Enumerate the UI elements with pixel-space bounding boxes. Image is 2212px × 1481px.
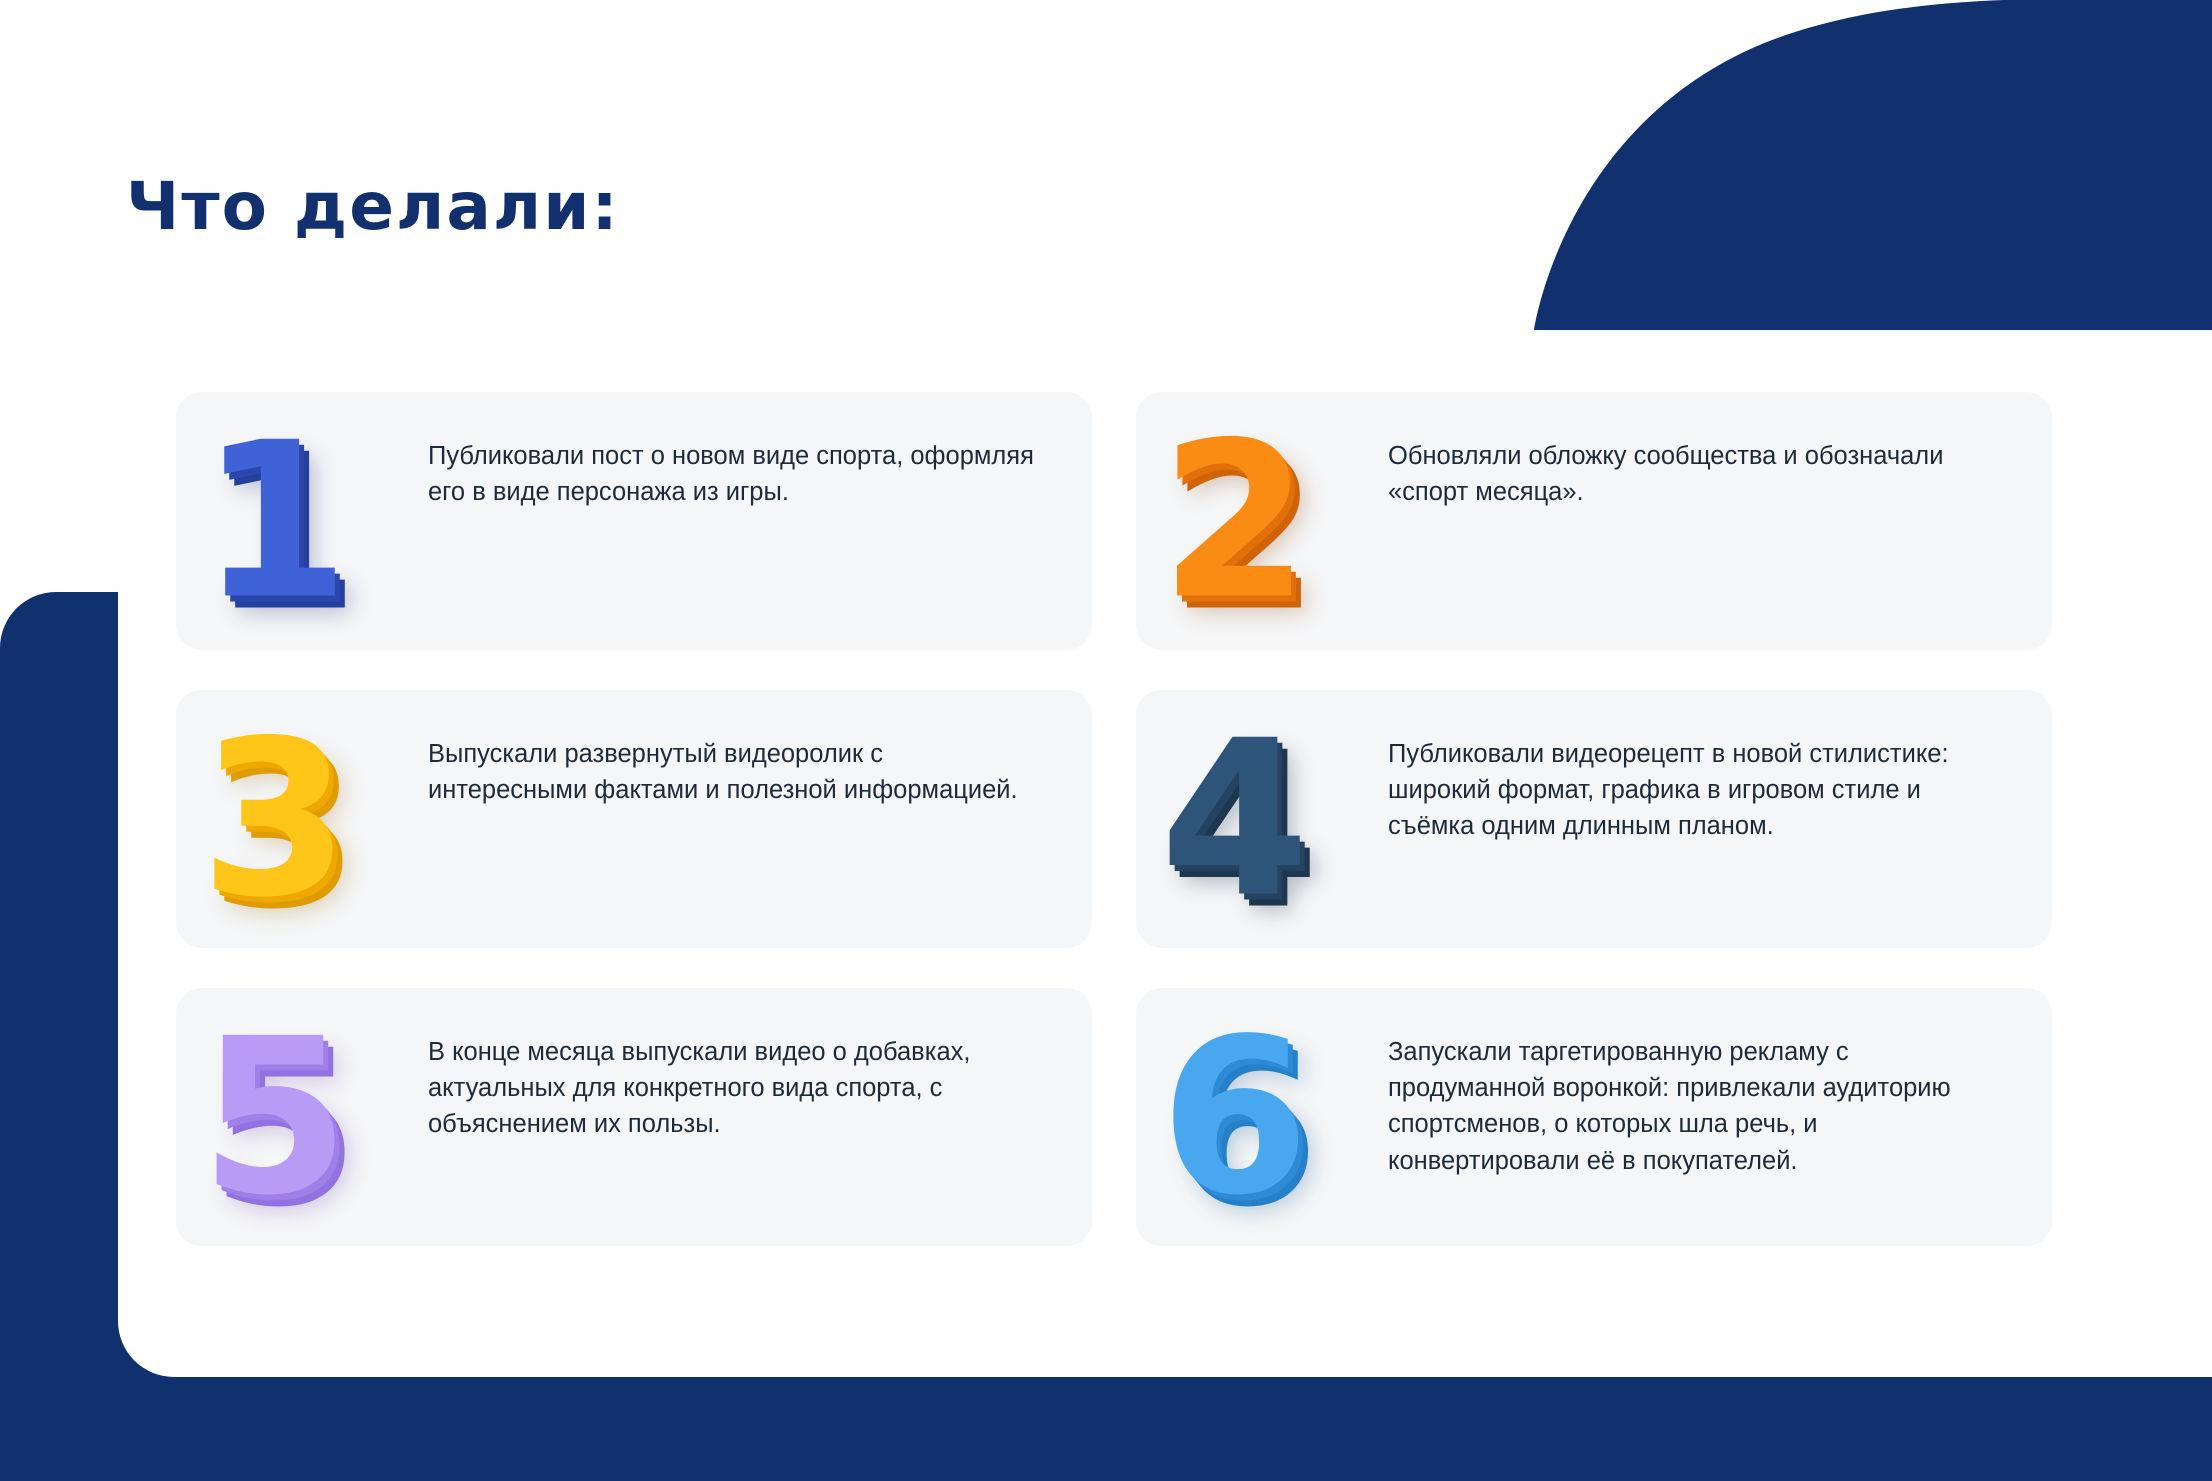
step-number-slot-5	[176, 988, 428, 1246]
number-5-3d-icon: 5	[200, 991, 346, 1243]
step-number-slot-3	[176, 690, 428, 948]
step-card-3	[176, 690, 1092, 948]
step-text-5: В конце месяца выпускали видео о добавках, актуальных для конкретного вида спорта, с объяснением их пользы.	[428, 1038, 971, 1139]
number-4-3d-icon: 4	[1160, 693, 1306, 945]
step-number-slot-6	[1136, 988, 1388, 1246]
step-text-4: Публиковали видеорецепт в новой стилистике: широкий формат, графика в игровом стиле и съёмка одним длинным планом.	[1388, 740, 1949, 841]
step-card-2	[1136, 392, 2052, 650]
step-text-1: Публиковали пост о новом виде спорта, оформляя его в виде персонажа из игры.	[428, 442, 1034, 507]
step-number-slot-4	[1136, 690, 1388, 948]
step-number-slot-2	[1136, 392, 1388, 650]
step-card-1	[176, 392, 1092, 650]
step-card-6	[1136, 988, 2052, 1246]
number-1-3d-icon: 1	[200, 395, 346, 647]
number-6-3d-icon: 6	[1160, 991, 1306, 1243]
step-number-slot-1	[176, 392, 428, 650]
step-text-2: Обновляли обложку сообщества и обозначали «спорт месяца».	[1388, 442, 1944, 507]
steps-grid	[176, 392, 2052, 1246]
step-card-4	[1136, 690, 2052, 948]
step-text-6: Запускали таргетированную рекламу с продуманной воронкой: привлекали аудиторию спортсменов, о которых шла речь, и конвертировали её в покупателей.	[1388, 1038, 1951, 1175]
step-card-5	[176, 988, 1092, 1246]
number-3-3d-icon: 3	[200, 693, 346, 945]
step-text-3: Выпускали развернутый видеоролик с интересными фактами и полезной информацией.	[428, 740, 1018, 805]
number-2-3d-icon: 2	[1160, 395, 1306, 647]
page-title: Что делали:	[126, 168, 620, 245]
